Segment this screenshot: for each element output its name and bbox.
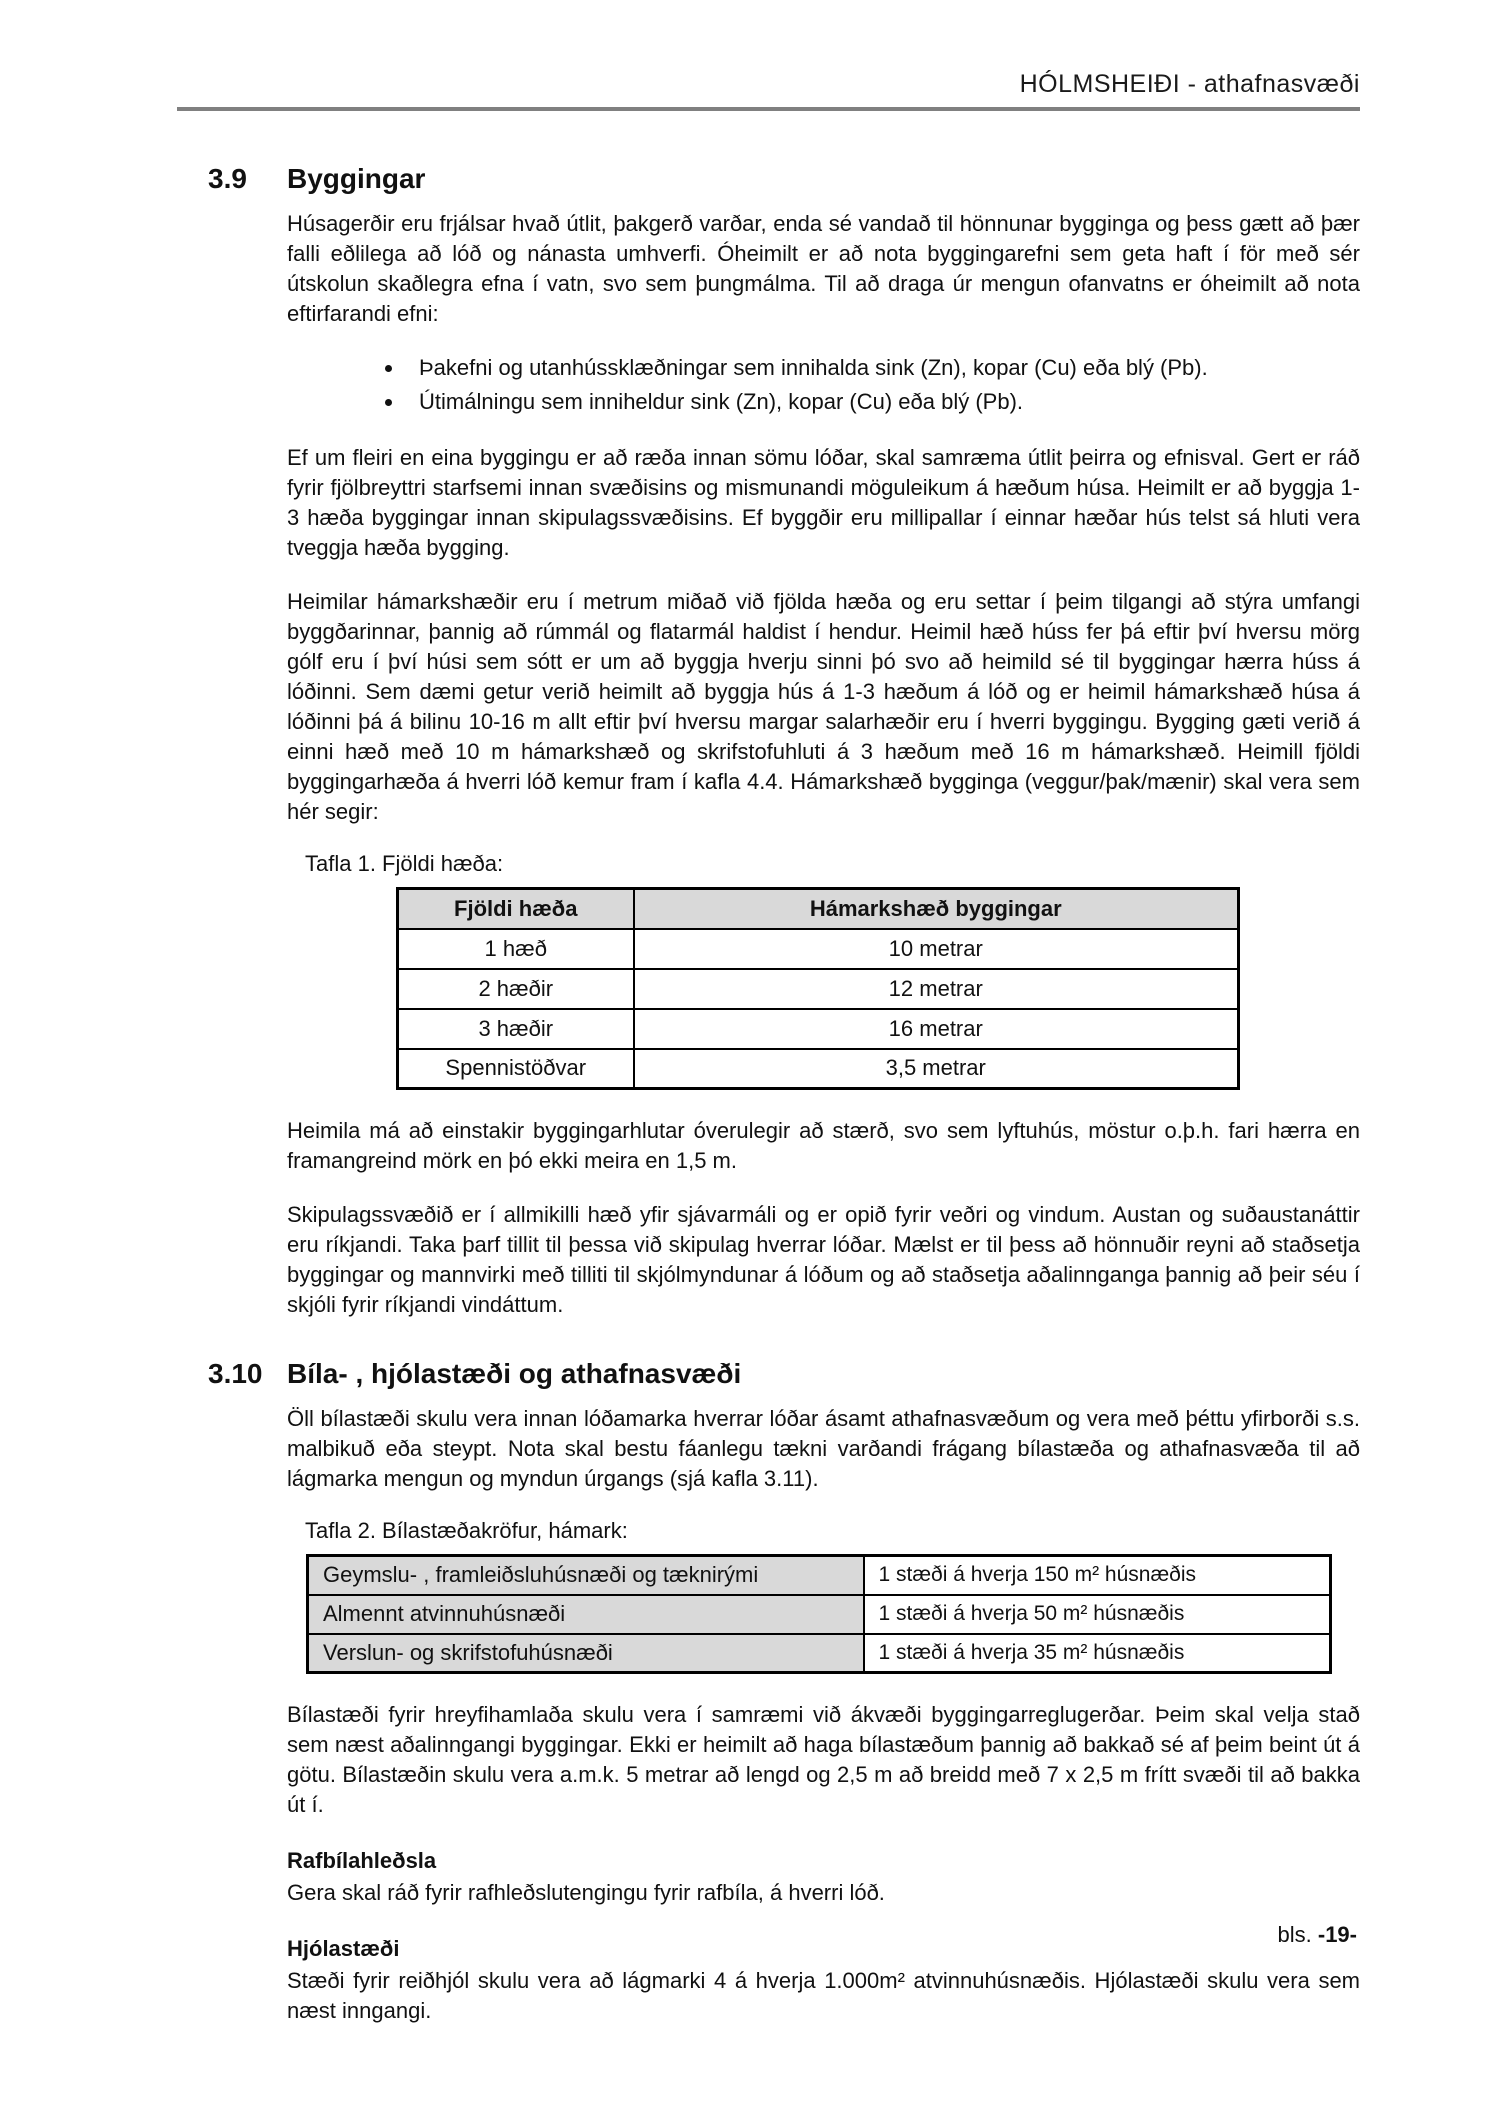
table-row <box>308 1556 1331 1595</box>
list-item: • Útimálningu sem inniheldur sink (Zn), kopar (Cu) eða blý (Pb). <box>405 387 1360 417</box>
forbidden-materials-list <box>287 353 1360 417</box>
paragraph: Öll bílastæði skulu vera innan lóðamarka hverrar lóðar ásamt athafnasvæðum og vera með þéttu yfirborði s.s. malbikuð eða steypt. Nota skal bestu fáanlegu tækni varðandi frágang bílastæða og athafnasvæða til að lágmarka mengun og myndun úrgangs (sjá kafla 3.11). <box>287 1406 1360 1491</box>
table-cell: 1 stæði á hverja 35 m² húsnæðis <box>864 1634 1331 1673</box>
table2-caption: Tafla 2. Bílastæðakröfur, hámark: <box>305 1518 628 1543</box>
table-header-row <box>398 889 1239 929</box>
paragraph: Bílastæði fyrir hreyfihamlaða skulu vera í samræmi við ákvæði byggingarreglugerðar. Þeim skal velja stað sem næst aðalinngangi byggingar. Ekki er heimilt að haga bílastæðum þannig að bakkað sé af þeim beint út á götu. Bílastæðin skulu vera a.m.k. 5 metrar að lengd og 2,5 m að breidd með 7 x 2,5 m frítt svæði til að bakka út í. <box>287 1702 1360 1817</box>
paragraph: Heimilar hámarkshæðir eru í metrum miðað við fjölda hæða og eru settar í þeim tilgangi að stýra umfangi byggðarinnar, þannig að rúmmál og flatarmál haldist í hendur. Heimil hæð húss fer þá eftir því hversu mörg gólf eru í því húsi sem sótt er um að byggja hverju sinni þó svo að heimild sé til byggingar hærra húss á lóðinni. Sem dæmi getur verið heimilt að byggja hús á 1-3 hæðum á lóð og er heimil hámarkshæð húsa á lóðinni þá á bilinu 10-16 m allt eftir því hversu margar salarhæðir eru í hverri byggingu. Bygging gæti verið á einni hæð með 10 m hámarkshæð og skrifstofuhluti á 3 hæðum með 16 m hámarkshæð. Heimill fjöldi byggingarhæða á hverri lóð kemur fram í kafla 4.4. Hámarkshæð bygginga (veggur/þak/mænir) skal vera sem hér segir: <box>287 589 1360 824</box>
section-3-9-heading <box>208 163 1360 195</box>
table-cell: 2 hæðir <box>398 969 634 1009</box>
section-number: 3.10 <box>208 1358 263 1389</box>
table-row <box>398 1049 1239 1089</box>
table-row <box>398 929 1239 969</box>
table-cell: 12 metrar <box>634 969 1239 1009</box>
page-footer <box>1278 1922 1357 1948</box>
table-cell: 1 stæði á hverja 150 m² húsnæðis <box>864 1556 1331 1595</box>
section-title: Byggingar <box>287 163 426 194</box>
subheading-rafbilahledsla: Rafbílahleðsla <box>287 1848 437 1873</box>
header-divider <box>177 107 1360 111</box>
table-row <box>308 1634 1331 1673</box>
list-item: • Þakefni og utanhússklæðningar sem innihalda sink (Zn), kopar (Cu) eða blý (Pb). <box>405 353 1360 383</box>
table-cell: 16 metrar <box>634 1009 1239 1049</box>
section-3-9-body <box>287 209 1360 1320</box>
footer-label: bls. <box>1277 1922 1318 1947</box>
table-cell: 1 stæði á hverja 50 m² húsnæðis <box>864 1595 1331 1634</box>
spacer <box>208 1344 1360 1358</box>
section-3-10-heading <box>208 1358 1360 1390</box>
paragraph: Ef um fleiri en eina byggingu er að ræða innan sömu lóðar, skal samræma útlit þeirra og efnisval. Gert er ráð fyrir fjölbreyttri starfsemi innan svæðisins og mismunandi möguleikum á hæðum húsa. Heimilt er að byggja 1-3 hæða byggingar innan skipulagssvæðisins. Ef byggðir eru millipallar í einnar hæðar hús telst sá hluti vera tveggja hæða bygging. <box>287 445 1360 560</box>
table-parking-requirements <box>306 1554 1332 1674</box>
table-row <box>308 1595 1331 1634</box>
paragraph: Húsagerðir eru frjálsar hvað útlit, þakgerð varðar, enda sé vandað til hönnunar bygginga og þess gætt að þær falli eðlilega að lóð og nánasta umhverfi. Óheimilt er að nota byggingarefni sem geta haft í för með sér útskolun skaðlegra efna í vatn, svo sem þungmálma. Til að draga úr mengun ofanvatns er óheimilt að nota eftirfarandi efni: <box>287 211 1360 326</box>
section-number: 3.9 <box>208 163 247 194</box>
table-cell: 3,5 metrar <box>634 1049 1239 1089</box>
table-building-heights <box>396 887 1240 1090</box>
page-content <box>208 163 1360 2026</box>
subheading-hjolastaedi: Hjólastæði <box>287 1936 400 1961</box>
table-cell: 1 hæð <box>398 929 634 969</box>
section-title: Bíla- , hjólastæði og athafnasvæði <box>287 1358 742 1389</box>
table-cell: Spennistöðvar <box>398 1049 634 1089</box>
page-number: -19- <box>1317 1922 1357 1947</box>
section-3-10-body <box>287 1404 1360 2026</box>
table-header-cell: Fjöldi hæða <box>398 889 634 929</box>
page-header-title: HÓLMSHEIÐI - athafnasvæði <box>1019 70 1360 98</box>
table-row <box>398 969 1239 1009</box>
table-cell: Geymslu- , framleiðsluhúsnæði og tæknirými <box>308 1556 864 1595</box>
paragraph: Skipulagssvæðið er í allmikilli hæð yfir sjávarmáli og er opið fyrir veðri og vindum. Austan og suðaustanáttir eru ríkjandi. Taka þarf tillit til þessa við skipulag hverrar lóðar. Mælst er til þess að hönnuðir reyni að staðsetja byggingar og mannvirki með tilliti til skjólmyndunar á lóðum og að staðsetja aðalinnganga þannig að þeir séu í skjóli fyrir ríkjandi vindáttum. <box>287 1202 1360 1317</box>
table-cell: Almennt atvinnuhúsnæði <box>308 1595 864 1634</box>
paragraph: Gera skal ráð fyrir rafhleðslutengingu fyrir rafbíla, á hverri lóð. <box>287 1880 885 1905</box>
table-cell: Verslun- og skrifstofuhúsnæði <box>308 1634 864 1673</box>
table-row <box>398 1009 1239 1049</box>
table-cell: 3 hæðir <box>398 1009 634 1049</box>
table-header-cell: Hámarkshæð byggingar <box>634 889 1239 929</box>
table1-caption: Tafla 1. Fjöldi hæða: <box>305 851 504 876</box>
paragraph: Heimila má að einstakir byggingarhlutar óverulegir að stærð, svo sem lyftuhús, möstur o.þ.h. fari hærra en framangreind mörk en þó ekki meira en 1,5 m. <box>287 1118 1360 1173</box>
table-cell: 10 metrar <box>634 929 1239 969</box>
paragraph: Stæði fyrir reiðhjól skulu vera að lágmarki 4 á hverja 1.000m² atvinnuhúsnæðis. Hjólastæði skulu vera sem næst inngangi. <box>287 1968 1360 2023</box>
